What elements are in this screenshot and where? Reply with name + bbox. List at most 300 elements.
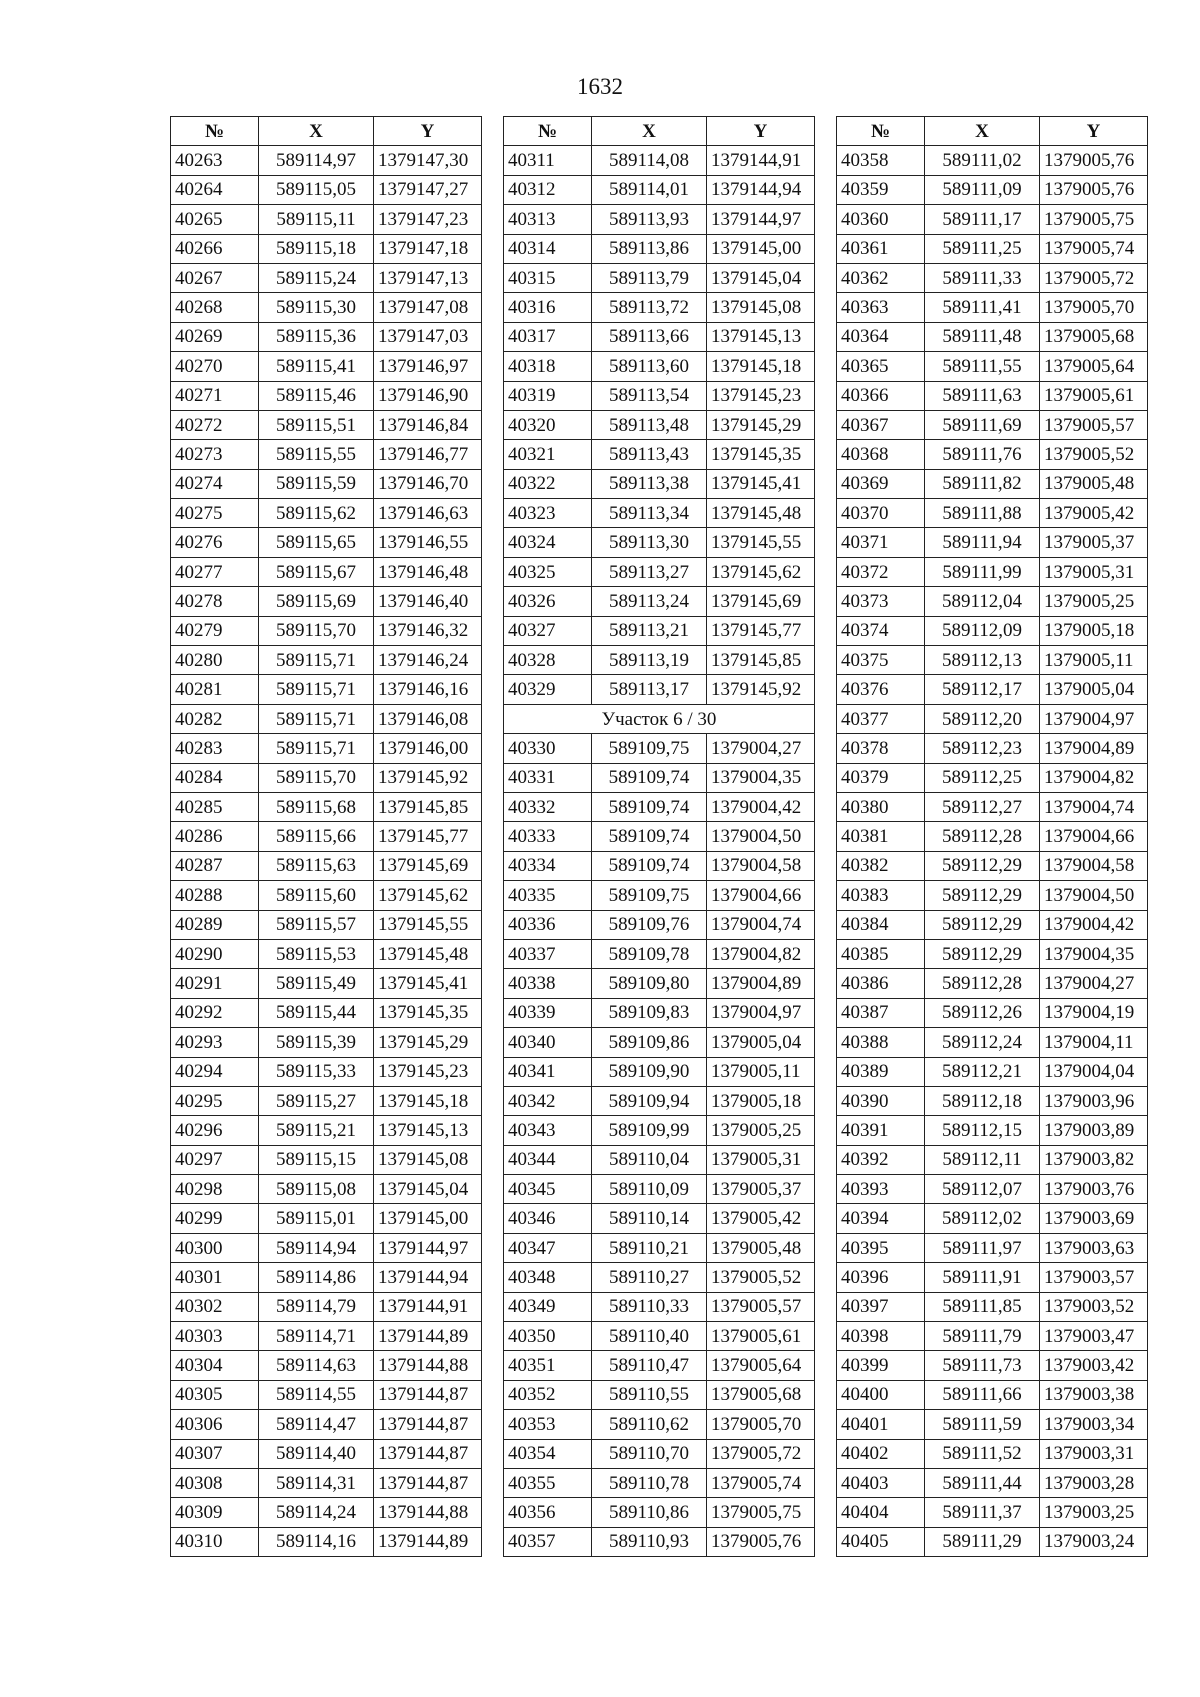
cell-y: 1379146,48 [374,557,482,586]
cell-number: 40310 [171,1527,259,1556]
table-row [504,675,815,704]
table-row [837,763,1148,792]
header-number: № [837,117,925,146]
cell-y: 1379004,50 [1040,881,1148,910]
cell-number: 40352 [504,1380,592,1409]
cell-x: 589109,99 [592,1116,707,1145]
cell-y: 1379145,23 [707,381,815,410]
table-row [171,998,482,1027]
cell-x: 589115,24 [259,263,374,292]
cell-x: 589112,24 [925,1028,1040,1057]
cell-x: 589111,02 [925,146,1040,175]
table-row [171,1086,482,1115]
cell-x: 589111,44 [925,1468,1040,1497]
cell-x: 589111,91 [925,1263,1040,1292]
table-row [504,440,815,469]
table-row [504,1439,815,1468]
cell-number: 40383 [837,881,925,910]
cell-number: 40321 [504,440,592,469]
cell-x: 589115,59 [259,469,374,498]
table-row [837,851,1148,880]
cell-number: 40361 [837,234,925,263]
cell-y: 1379147,30 [374,146,482,175]
cell-x: 589112,17 [925,675,1040,704]
cell-x: 589113,72 [592,293,707,322]
cell-x: 589111,37 [925,1498,1040,1527]
table-row [504,646,815,675]
cell-y: 1379004,42 [707,792,815,821]
cell-x: 589111,69 [925,410,1040,439]
table-row [171,528,482,557]
table-row [504,175,815,204]
table-row [504,969,815,998]
cell-number: 40332 [504,792,592,821]
cell-x: 589110,14 [592,1204,707,1233]
cell-number: 40297 [171,1145,259,1174]
cell-x: 589114,08 [592,146,707,175]
cell-x: 589110,21 [592,1233,707,1262]
table-row [171,734,482,763]
cell-x: 589115,46 [259,381,374,410]
cell-number: 40370 [837,499,925,528]
cell-y: 1379144,97 [374,1233,482,1262]
table-row [837,528,1148,557]
cell-x: 589114,97 [259,146,374,175]
cell-y: 1379145,85 [707,646,815,675]
table-row [837,1410,1148,1439]
cell-x: 589111,29 [925,1527,1040,1556]
table-row [837,381,1148,410]
cell-number: 40280 [171,646,259,675]
table-row [171,792,482,821]
cell-x: 589109,74 [592,792,707,821]
table-row [171,763,482,792]
cell-y: 1379005,48 [707,1233,815,1262]
table-row [504,1028,815,1057]
cell-number: 40356 [504,1498,592,1527]
cell-x: 589110,93 [592,1527,707,1556]
cell-y: 1379005,61 [1040,381,1148,410]
cell-y: 1379003,63 [1040,1233,1148,1262]
cell-x: 589113,79 [592,263,707,292]
cell-x: 589112,11 [925,1145,1040,1174]
cell-y: 1379144,87 [374,1410,482,1439]
cell-number: 40324 [504,528,592,557]
cell-x: 589109,75 [592,734,707,763]
table-row [504,851,815,880]
cell-y: 1379005,75 [1040,205,1148,234]
cell-y: 1379146,08 [374,704,482,733]
cell-y: 1379004,66 [707,881,815,910]
cell-y: 1379145,18 [374,1086,482,1115]
cell-y: 1379005,52 [707,1263,815,1292]
cell-x: 589111,66 [925,1380,1040,1409]
cell-number: 40304 [171,1351,259,1380]
table-row [504,528,815,557]
cell-x: 589113,86 [592,234,707,263]
table-body [171,146,482,1557]
cell-x: 589112,09 [925,616,1040,645]
cell-y: 1379003,47 [1040,1322,1148,1351]
table-row [837,1057,1148,1086]
cell-number: 40402 [837,1439,925,1468]
cell-y: 1379147,27 [374,175,482,204]
table-row [504,763,815,792]
cell-y: 1379005,04 [1040,675,1148,704]
cell-x: 589112,15 [925,1116,1040,1145]
table-row [504,410,815,439]
cell-y: 1379005,76 [1040,146,1148,175]
coordinates-table-1 [170,116,482,1557]
table-row [504,792,815,821]
cell-x: 589109,90 [592,1057,707,1086]
cell-x: 589110,33 [592,1292,707,1321]
table-row [837,998,1148,1027]
cell-number: 40347 [504,1233,592,1262]
cell-x: 589112,20 [925,704,1040,733]
cell-number: 40348 [504,1263,592,1292]
cell-number: 40305 [171,1380,259,1409]
cell-y: 1379145,69 [707,587,815,616]
cell-y: 1379005,74 [707,1468,815,1497]
cell-number: 40400 [837,1380,925,1409]
cell-x: 589115,67 [259,557,374,586]
cell-number: 40396 [837,1263,925,1292]
cell-x: 589115,71 [259,704,374,733]
cell-y: 1379005,31 [1040,557,1148,586]
table-row [504,587,815,616]
cell-x: 589111,73 [925,1351,1040,1380]
cell-number: 40264 [171,175,259,204]
cell-number: 40292 [171,998,259,1027]
cell-number: 40338 [504,969,592,998]
cell-x: 589115,53 [259,939,374,968]
cell-number: 40293 [171,1028,259,1057]
cell-y: 1379144,87 [374,1468,482,1497]
cell-y: 1379144,88 [374,1498,482,1527]
table-row [837,587,1148,616]
cell-x: 589113,21 [592,616,707,645]
header-x: X [925,117,1040,146]
cell-y: 1379003,42 [1040,1351,1148,1380]
cell-y: 1379004,66 [1040,822,1148,851]
cell-y: 1379005,61 [707,1322,815,1351]
cell-x: 589115,41 [259,352,374,381]
cell-number: 40355 [504,1468,592,1497]
header-y: Y [707,117,815,146]
cell-y: 1379004,82 [1040,763,1148,792]
table-row [171,910,482,939]
table-row [171,1527,482,1556]
cell-number: 40278 [171,587,259,616]
cell-y: 1379004,42 [1040,910,1148,939]
table-row [837,469,1148,498]
cell-x: 589114,24 [259,1498,374,1527]
table-row [504,939,815,968]
cell-number: 40387 [837,998,925,1027]
cell-x: 589110,62 [592,1410,707,1439]
table-row [171,1233,482,1262]
cell-number: 40345 [504,1175,592,1204]
cell-number: 40398 [837,1322,925,1351]
cell-x: 589114,16 [259,1527,374,1556]
table-row [837,1292,1148,1321]
cell-y: 1379145,35 [374,998,482,1027]
cell-number: 40364 [837,322,925,351]
cell-y: 1379146,97 [374,352,482,381]
cell-y: 1379005,70 [707,1410,815,1439]
cell-number: 40287 [171,851,259,880]
table-row [837,293,1148,322]
table-row [504,469,815,498]
cell-y: 1379146,24 [374,646,482,675]
cell-y: 1379145,29 [707,410,815,439]
cell-x: 589111,76 [925,440,1040,469]
table-row [171,851,482,880]
cell-y: 1379145,62 [707,557,815,586]
header-x: X [592,117,707,146]
cell-x: 589113,54 [592,381,707,410]
cell-number: 40360 [837,205,925,234]
table-row [171,381,482,410]
cell-y: 1379144,97 [707,205,815,234]
cell-x: 589113,66 [592,322,707,351]
cell-y: 1379005,74 [1040,234,1148,263]
cell-x: 589114,40 [259,1439,374,1468]
cell-number: 40279 [171,616,259,645]
cell-number: 40317 [504,322,592,351]
cell-x: 589112,28 [925,969,1040,998]
table-row [171,146,482,175]
table-row [837,175,1148,204]
cell-number: 40362 [837,263,925,292]
table-row [504,205,815,234]
table-row [504,499,815,528]
table-row [171,1410,482,1439]
cell-y: 1379145,55 [707,528,815,557]
cell-number: 40294 [171,1057,259,1086]
cell-number: 40366 [837,381,925,410]
table-row [837,1028,1148,1057]
cell-number: 40319 [504,381,592,410]
cell-number: 40284 [171,763,259,792]
table-row [504,1116,815,1145]
cell-y: 1379145,69 [374,851,482,880]
table-row [837,910,1148,939]
table-row [837,969,1148,998]
cell-y: 1379005,11 [1040,646,1148,675]
table-row [837,146,1148,175]
cell-number: 40296 [171,1116,259,1145]
table-row [837,1204,1148,1233]
cell-x: 589115,01 [259,1204,374,1233]
cell-x: 589110,27 [592,1263,707,1292]
cell-number: 40283 [171,734,259,763]
cell-number: 40299 [171,1204,259,1233]
cell-y: 1379144,89 [374,1527,482,1556]
table-row [504,557,815,586]
table-row [837,734,1148,763]
cell-x: 589112,07 [925,1175,1040,1204]
table-row [171,1175,482,1204]
cell-x: 589109,78 [592,939,707,968]
cell-x: 589115,70 [259,616,374,645]
table-body [504,146,815,1557]
table-row [171,969,482,998]
cell-y: 1379004,89 [707,969,815,998]
table-row [504,822,815,851]
table-row [504,881,815,910]
cell-y: 1379003,28 [1040,1468,1148,1497]
cell-y: 1379005,68 [1040,322,1148,351]
cell-x: 589114,31 [259,1468,374,1497]
cell-x: 589111,97 [925,1233,1040,1262]
cell-y: 1379144,94 [374,1263,482,1292]
coordinates-table-3 [836,116,1148,1557]
cell-x: 589109,74 [592,822,707,851]
cell-y: 1379145,04 [374,1175,482,1204]
cell-y: 1379005,25 [1040,587,1148,616]
cell-y: 1379147,18 [374,234,482,263]
table-row [504,1380,815,1409]
cell-x: 589109,80 [592,969,707,998]
cell-x: 589115,39 [259,1028,374,1057]
cell-number: 40289 [171,910,259,939]
cell-x: 589115,70 [259,763,374,792]
cell-y: 1379145,29 [374,1028,482,1057]
table-row [171,1204,482,1233]
cell-number: 40395 [837,1233,925,1262]
cell-number: 40307 [171,1439,259,1468]
table-row [837,1086,1148,1115]
cell-y: 1379005,64 [1040,352,1148,381]
table-row [504,910,815,939]
cell-number: 40349 [504,1292,592,1321]
cell-number: 40268 [171,293,259,322]
table-row [504,1233,815,1262]
cell-number: 40291 [171,969,259,998]
cell-x: 589109,86 [592,1028,707,1057]
table-row [837,1322,1148,1351]
cell-y: 1379003,82 [1040,1145,1148,1174]
cell-y: 1379005,18 [1040,616,1148,645]
cell-number: 40285 [171,792,259,821]
cell-y: 1379145,55 [374,910,482,939]
table-body [837,146,1148,1557]
cell-number: 40316 [504,293,592,322]
cell-number: 40385 [837,939,925,968]
cell-y: 1379145,85 [374,792,482,821]
cell-x: 589109,74 [592,851,707,880]
table-row [504,146,815,175]
cell-number: 40308 [171,1468,259,1497]
cell-x: 589113,30 [592,528,707,557]
section-row [504,704,815,733]
cell-number: 40393 [837,1175,925,1204]
cell-y: 1379144,87 [374,1380,482,1409]
table-row [171,1263,482,1292]
table-row [171,352,482,381]
cell-number: 40267 [171,263,259,292]
cell-x: 589113,17 [592,675,707,704]
cell-y: 1379005,76 [707,1527,815,1556]
cell-y: 1379005,37 [707,1175,815,1204]
cell-y: 1379146,63 [374,499,482,528]
cell-x: 589114,63 [259,1351,374,1380]
table-row [504,734,815,763]
cell-x: 589112,29 [925,851,1040,880]
table-row [171,263,482,292]
cell-number: 40397 [837,1292,925,1321]
cell-y: 1379145,48 [374,939,482,968]
cell-y: 1379145,48 [707,499,815,528]
cell-y: 1379146,70 [374,469,482,498]
cell-number: 40315 [504,263,592,292]
cell-number: 40333 [504,822,592,851]
cell-x: 589112,26 [925,998,1040,1027]
cell-x: 589114,01 [592,175,707,204]
cell-number: 40386 [837,969,925,998]
cell-number: 40363 [837,293,925,322]
table-row [171,234,482,263]
cell-x: 589115,30 [259,293,374,322]
cell-y: 1379145,35 [707,440,815,469]
table-row [837,1351,1148,1380]
cell-y: 1379144,87 [374,1439,482,1468]
cell-y: 1379145,13 [707,322,815,351]
cell-y: 1379005,70 [1040,293,1148,322]
cell-x: 589109,75 [592,881,707,910]
cell-y: 1379005,52 [1040,440,1148,469]
cell-y: 1379004,58 [1040,851,1148,880]
cell-number: 40311 [504,146,592,175]
header-y: Y [1040,117,1148,146]
table-row [504,1410,815,1439]
table-row [504,1086,815,1115]
table-row [837,1175,1148,1204]
table-row [837,939,1148,968]
table-row [504,998,815,1027]
cell-x: 589111,25 [925,234,1040,263]
cell-y: 1379004,19 [1040,998,1148,1027]
table-row [504,1175,815,1204]
cell-number: 40314 [504,234,592,263]
cell-number: 40350 [504,1322,592,1351]
table-row [171,1322,482,1351]
table-row [171,410,482,439]
cell-y: 1379005,68 [707,1380,815,1409]
cell-y: 1379145,92 [374,763,482,792]
cell-x: 589109,94 [592,1086,707,1115]
cell-y: 1379005,11 [707,1057,815,1086]
table-row [504,322,815,351]
cell-y: 1379146,90 [374,381,482,410]
cell-number: 40375 [837,646,925,675]
cell-x: 589114,79 [259,1292,374,1321]
cell-x: 589115,11 [259,205,374,234]
table-row [171,704,482,733]
cell-y: 1379146,77 [374,440,482,469]
cell-number: 40281 [171,675,259,704]
table-row [504,616,815,645]
cell-y: 1379003,69 [1040,1204,1148,1233]
cell-x: 589112,23 [925,734,1040,763]
cell-number: 40368 [837,440,925,469]
cell-x: 589112,27 [925,792,1040,821]
table-row [504,1263,815,1292]
table-row [837,499,1148,528]
cell-x: 589109,74 [592,763,707,792]
